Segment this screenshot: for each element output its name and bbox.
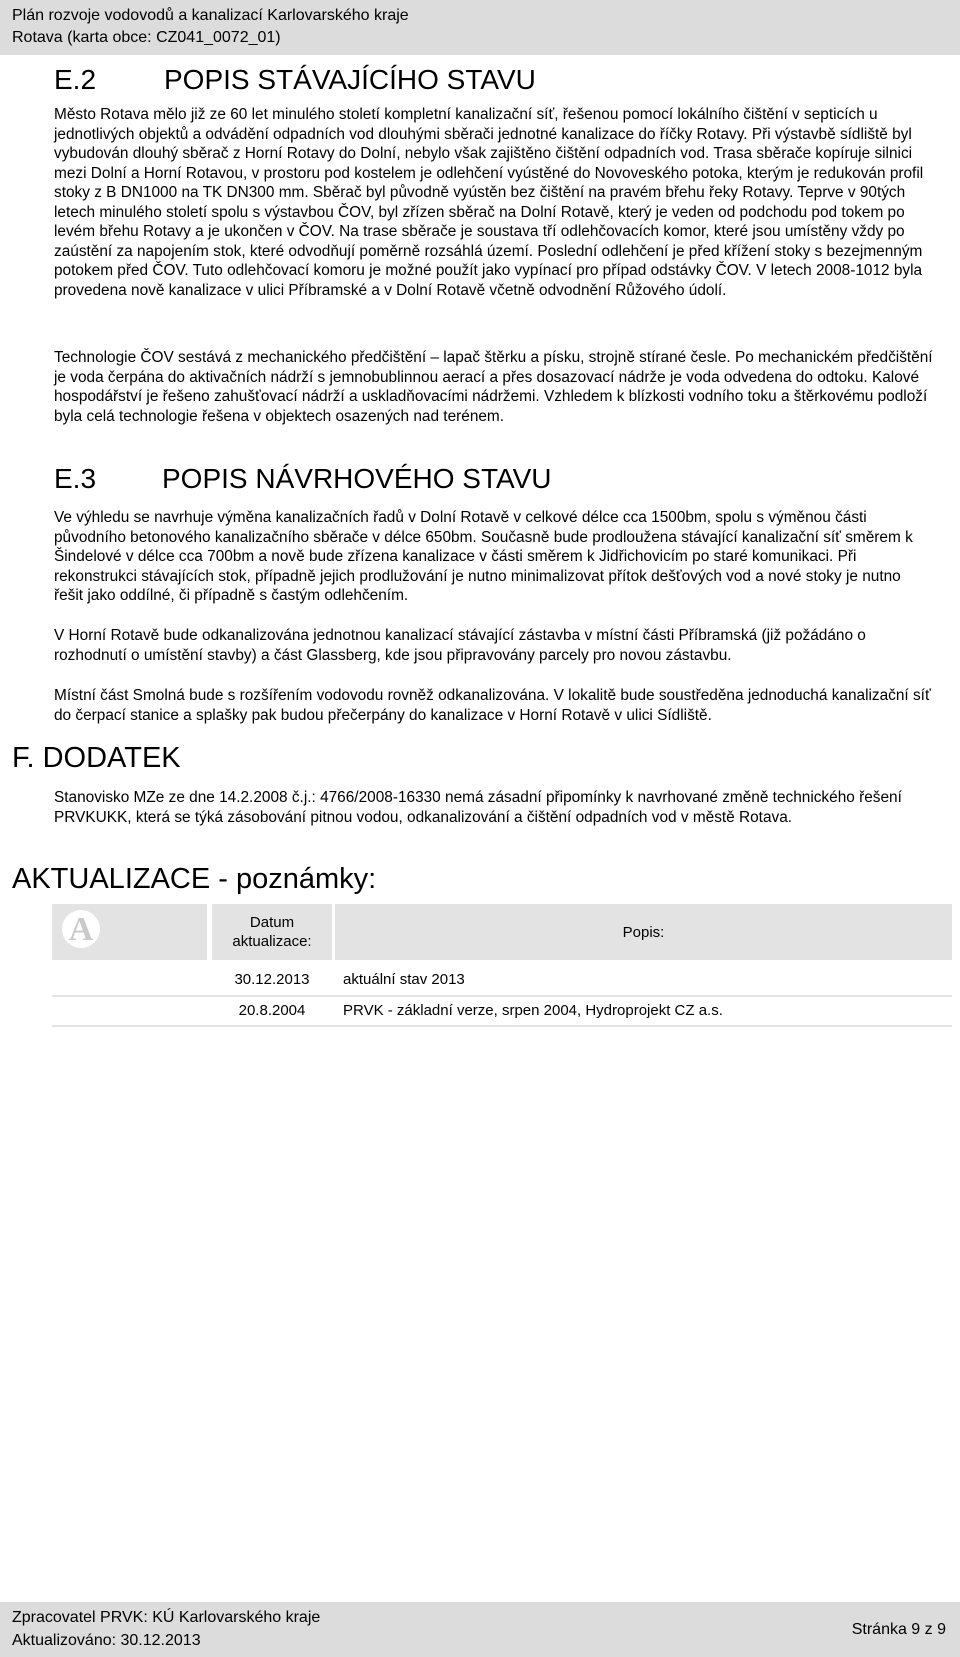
header-title: Plán rozvoje vodovodů a kanalizací Karlovarského kraje: [12, 7, 409, 24]
update-logo-icon: A: [62, 910, 100, 948]
page-footer: [0, 1602, 960, 1657]
row-desc: aktuální stav 2013: [343, 971, 465, 988]
updates-table: [52, 904, 952, 1026]
section-e2-number: E.2: [54, 64, 97, 95]
section-f-paragraph: Stanovisko MZe ze dne 14.2.2008 č.j.: 4766/2008-16330 nemá zásadní připomínky k navrhované změně technického řešení PRVKUKK, která se týká zásobování pitnou vodou, odkanalizování a čištění odpadních vod v městě Rotava.: [54, 789, 902, 826]
footer-updated: Aktualizováno: 30.12.2013: [12, 1632, 201, 1649]
section-e3-title: POPIS NÁVRHOVÉHO STAVU: [162, 463, 552, 494]
table-row: [212, 997, 952, 1025]
section-e3-paragraph-1: Ve výhledu se navrhuje výměna kanalizačních řadů v Dolní Rotavě v celkové délce cca 1500bm, spolu s výměnou části původního betonového kanalizačního sběrače v délce 650bm. Současně bude prodloužena stávající kanalizační síť směrem k Šindelové v délce cca 700bm a nově bude zřízena kanalizace v části směrem k Jidřichovicím po staré komunikaci. Při rekonstrukci stávajících stok, případně jejich prodlužování je nutno minimalizovat přítok dešťových vod a nové stoky je nutno řešit jako oddílné, či případně s častým odlehčením.: [54, 509, 913, 604]
updates-col-desc-header: Popis:: [335, 904, 952, 960]
col-date-line2: aktualizace:: [232, 933, 312, 950]
section-e3-heading: [54, 463, 934, 497]
updates-title: AKTUALIZACE - poznámky:: [12, 863, 377, 895]
section-e3-paragraph-2: V Horní Rotavě bude odkanalizována jednotnou kanalizací stávající zástavba v místní části Příbramská (již požádáno o rozhodnutí o umístění stavby) a část Glassberg, kde jsou připravovány parcely pro novou zástavbu.: [54, 627, 866, 664]
col-date-line1: Datum: [249, 914, 295, 931]
row-date: 20.8.2004: [238, 1002, 306, 1019]
section-f-title: F. DODATEK: [12, 742, 181, 774]
page-number: Stránka 9 z 9: [851, 1621, 946, 1638]
updates-col-date-header: [212, 904, 332, 960]
table-row: [212, 966, 952, 994]
section-e2-heading: [54, 64, 934, 98]
footer-author: Zpracovatel PRVK: KÚ Karlovarského kraje: [12, 1609, 321, 1626]
section-e2-title: POPIS STÁVAJÍCÍHO STAVU: [164, 64, 536, 95]
section-e2-paragraph-1: Město Rotava mělo již ze 60 let minulého století kompletní kanalizační síť, řešenou pomocí lokálního čištění v septicích u jednotlivých objektů a odvádění odpadních vod dlouhými sběrači jednotné kanalizace do říčky Rotavy. Při výstavbě sídliště byl vybudován dlouhý sběrač z Horní Rotavy do Dolní, nebylo však zajištěno čištění odpadních vod. Trasa sběrače kopíruje silnici mezi Dolní a Horní Rotavou, v prostoru pod kostelem je odlehčení vyústěné do Novoveského potoka, kterým je redukován profil stoky z B DN1000 na TK DN300 mm. Sběrač byl původně vyústěn bez čištění na pravém břehu řeky Rotavy. Teprve v 90tých letech minulého století spolu s výstavbou ČOV, byl zřízen sběrač na Dolní Rotavě, který je veden od podchodu pod tokem po levém břehu Rotavy a je ukončen v ČOV. Na trase sběrače je soustava tří odlehčovacích komor, které jsou umístěny vždy po zaústění za napojením stok, které odvodňují poměrně rozsáhlá území. Poslední odlehčení je před křížení stoky s bezejmenným potokem před ČOV. Tuto odlehčovací komoru je možné použít jako vypínací pro případ odstávky ČOV. V letech 2008-1012 byla provedena nově kanalizace v ulici Příbramské a v Dolní Rotavě včetně odvodnění Růžového údolí.: [54, 106, 924, 299]
header-subtitle: Rotava (karta obce: CZ041_0072_01): [12, 29, 281, 46]
section-e3-number: E.3: [54, 463, 97, 494]
row-date: 30.12.2013: [234, 971, 310, 988]
page-header: [0, 0, 960, 55]
updates-logo-cell: [52, 904, 207, 960]
section-e3-paragraph-3: Místní část Smolná bude s rozšířením vodovodu rovněž odkanalizována. V lokalitě bude soustředěna jednoduchá kanalizační síť do čerpací stanice a splašky pak budou přečerpány do kanalizace v Horní Rotavě v ulici Sídliště.: [54, 687, 931, 724]
row-divider: [52, 1025, 952, 1027]
row-desc: PRVK - základní verze, srpen 2004, Hydroprojekt CZ a.s.: [343, 1002, 723, 1019]
section-e2-paragraph-2: Technologie ČOV sestává z mechanického předčištění – lapač štěrku a písku, strojně stírané česle. Po mechanickém předčištění je voda čerpána do aktivačních nádrží s jemnobublinnou aerací a přes dosazovací nádrže je voda odvedena do odtoku. Kalové hospodářství je řešeno zahušťovací nádrží a uskladňovacími nádržemi. Vzhledem k blízkosti vodního toku a štěrkovému podloží byla celá technologie řešena v objektech osazených nad terénem.: [54, 349, 933, 425]
